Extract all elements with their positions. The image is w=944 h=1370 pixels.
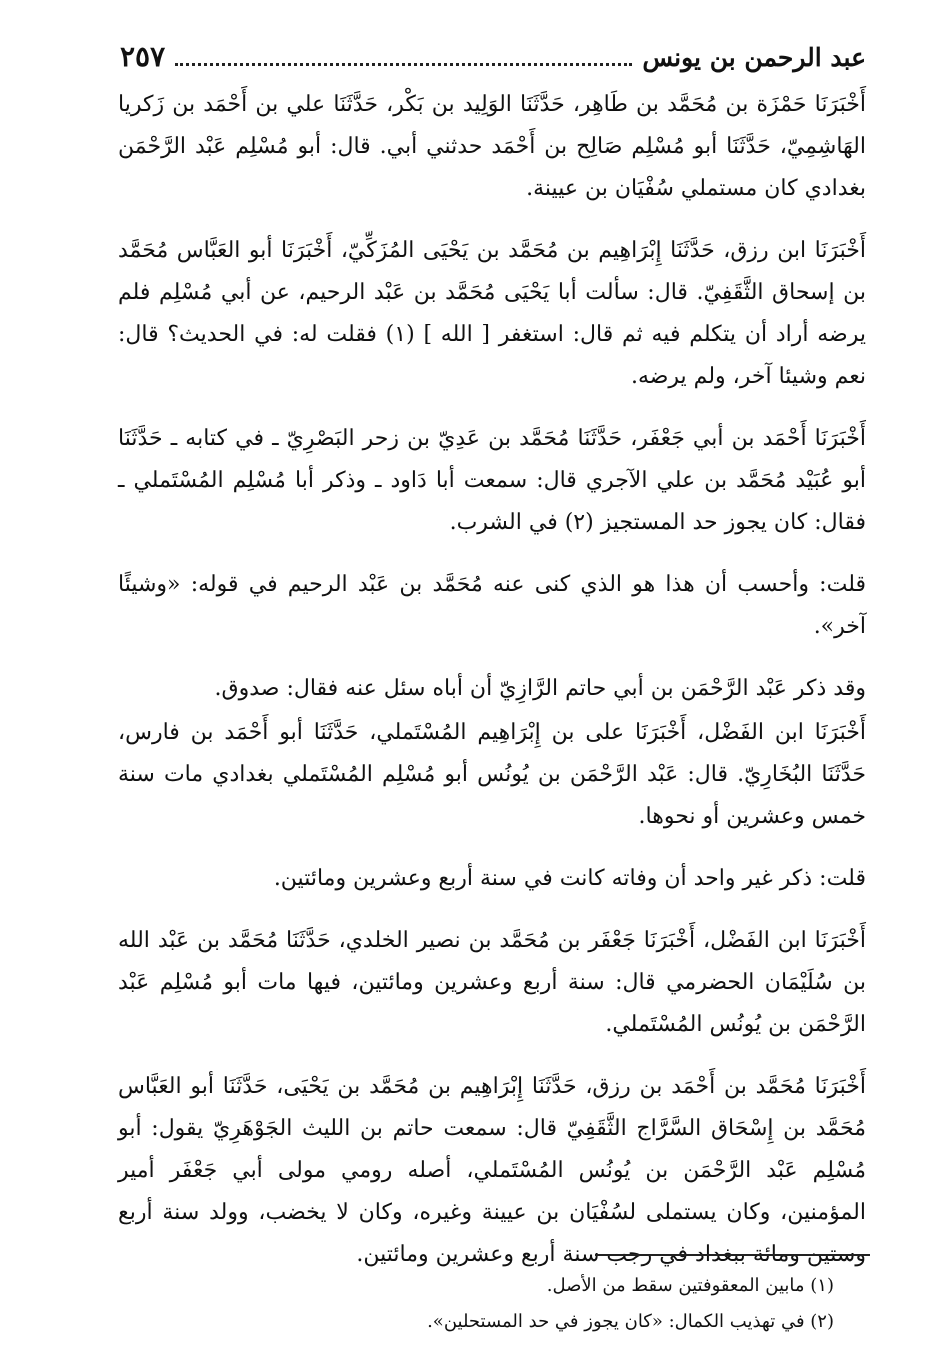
footnote: (١) مابين المعقوفتين سقط من الأصل. bbox=[546, 1275, 834, 1296]
page-number: ٢٥٧ bbox=[120, 40, 166, 73]
footnote: (٢) في تهذيب الكمال: «كان يجوز في حد المستحلين». bbox=[427, 1311, 834, 1332]
header-leader-dots bbox=[175, 41, 632, 66]
paragraph: أَخْبَرَنَا مُحَمَّد بن أَحْمَد بن رزق، حَدَّثَنَا إِبْرَاهِيم بن مُحَمَّد بن يَحْيَى، حَدَّثَنَا أبو العَبَّاس مُحَمَّد بن إِسْحَاق السَّرَّاج الثَّقَفِيّ قال: سمعت حاتم بن الليث الجَوْهَرِيّ يقول: أبو مُسْلِم عَبْد الرَّحْمَن بن يُونُس المُسْتَملي، أصله رومي مولى أبي جَعْفَر أمير المؤمنين، وكان يستملى لسُفْيَان بن عيينة وغيره، وكان لا يخضب، وولد سنة أربع وستين ومائة ببغداد في رجب سنة أربع وعشرين ومائتين. bbox=[118, 1074, 866, 1267]
paragraph: أَخْبَرَنَا ابن رزق، حَدَّثَنَا إِبْرَاهِيم بن مُحَمَّد بن يَحْيَى المُزَكِّيّ، أَخْبَرَنَا أبو العَبَّاس مُحَمَّد بن إسحاق الثَّقَفِيّ. قال: سألت أبا يَحْيَى مُحَمَّد بن عَبْد الرحيم، عن أبي مُسْلِم فلم يرضه أراد أن يتكلم فيه ثم قال: استغفر [ الله ] (١) فقلت له: في الحديث؟ قال: نعم وشيئا آخر، ولم يرضه. bbox=[118, 238, 866, 389]
header-title: عبد الرحمن بن يونس bbox=[642, 43, 866, 72]
paragraph: أَخْبَرَنَا حَمْزَة بن مُحَمَّد بن طَاهِر، حَدَّثَنَا الوَلِيد بن بَكْر، حَدَّثَنَا علي بن أَحْمَد بن زَكريا الهَاشِمِيّ، حَدَّثَنَا أبو مُسْلِم صَالِح بن أَحْمَد حدثني أبي. قال: أبو مُسْلِم عَبْد الرَّحْمَن بغدادي كان مستملي سُفْيَان بن عيينة. bbox=[118, 92, 866, 201]
footnotes bbox=[120, 1268, 834, 1340]
paragraph: قلت: وأحسب أن هذا هو الذي كنى عنه مُحَمَّد بن عَبْد الرحيم في قوله: «وشيئًا آخر». bbox=[118, 572, 866, 639]
running-header bbox=[120, 40, 866, 84]
paragraph: وقد ذكر عَبْد الرَّحْمَن بن أبي حاتم الرَّازِيّ أن أباه سئل عنه فقال: صدوق. bbox=[214, 676, 866, 701]
footnote-divider bbox=[595, 1254, 870, 1256]
main-text bbox=[118, 84, 866, 1296]
paragraph: أَخْبَرَنَا ابن الفَضْل، أَخْبَرَنَا على بن إِبْرَاهِيم المُسْتَملي، حَدَّثَنَا أبو أَحْمَد بن فارس، حَدَّثَنَا البُخَارِيّ. قال: عَبْد الرَّحْمَن بن يُونُس أبو مُسْلِم المُسْتَملي بغدادي مات سنة خمس وعشرين أو نحوها. bbox=[118, 720, 866, 829]
paragraph: قلت: ذكر غير واحد أن وفاته كانت في سنة أربع وعشرين ومائتين. bbox=[273, 866, 866, 891]
paragraph: أَخْبَرَنَا ابن الفَضْل، أَخْبَرَنَا جَعْفَر بن مُحَمَّد بن نصير الخلدي، حَدَّثَنَا مُحَمَّد بن عَبْد الله بن سُلَيْمَان الحضرمي قال: سنة أربع وعشرين ومائتين، فيها مات أبو مُسْلِم عَبْد الرَّحْمَن بن يُونُس المُسْتَملي. bbox=[118, 928, 866, 1037]
paragraph: أَخْبَرَنَا أَحْمَد بن أبي جَعْفَر، حَدَّثَنَا مُحَمَّد بن عَدِيّ بن زحر البَصْرِيّ ـ في كتابه ـ حَدَّثَنَا أبو عُبَيْد مُحَمَّد بن علي الآجري قال: سمعت أبا دَاود ـ وذكر أبا مُسْلِم المُسْتَملي ـ فقال: كان يجوز حد المستجيز (٢) في الشرب. bbox=[118, 426, 866, 535]
